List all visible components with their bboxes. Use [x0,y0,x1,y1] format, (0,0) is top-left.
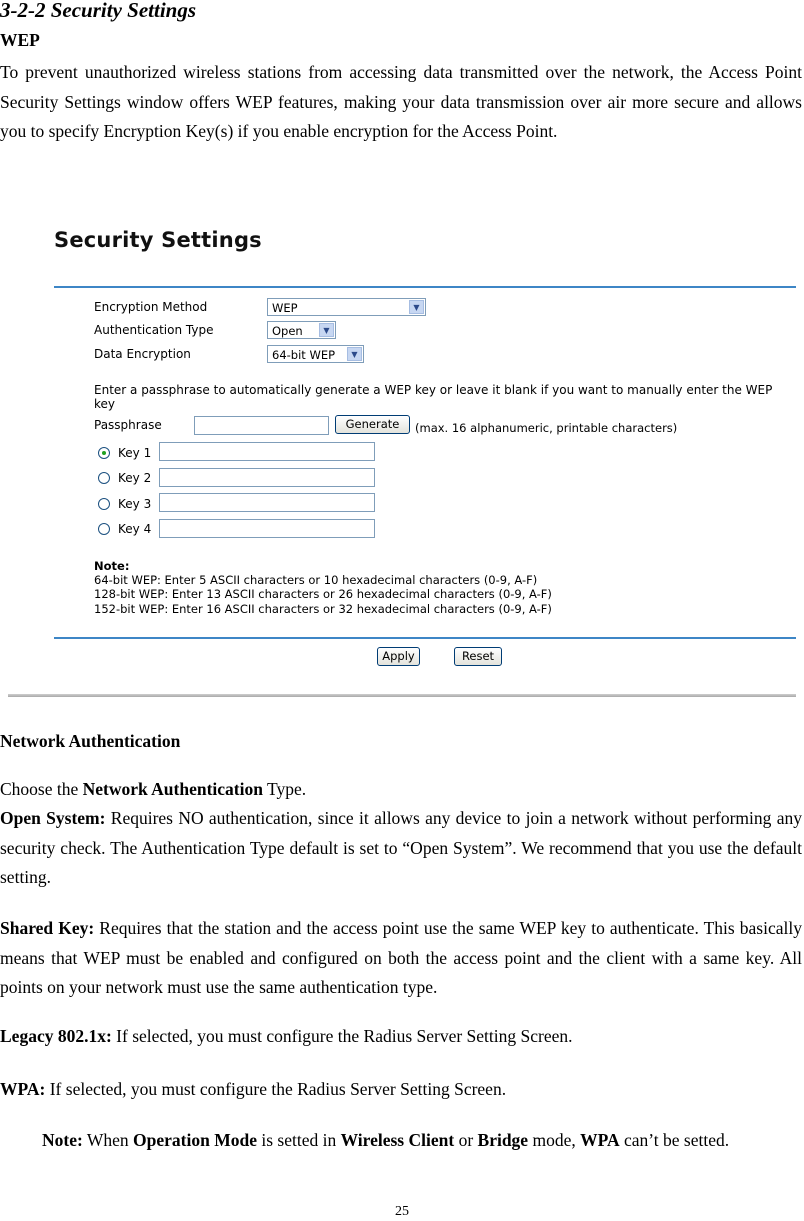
panel-title: Security Settings [54,228,262,252]
figure-divider [8,694,796,697]
shared-key-text: Requires that the station and the access point use the same WEP key to authenticate. This basically means that WEP must be enabled and configured on both the access point and the client with a same key. All points on your network must use the same authentication type. [0,918,802,997]
key3-radio[interactable] [98,498,110,510]
note-bold-3: Bridge [477,1130,529,1150]
choose-paragraph [0,775,802,805]
encryption-method-value: WEP [272,301,298,315]
encryption-method-select[interactable] [267,298,426,316]
key2-label: Key 2 [118,471,152,485]
auth-type-select[interactable] [267,321,336,339]
note-line-64: 64-bit WEP: Enter 5 ASCII characters or 10 hexadecimal characters (0-9, A-F) [94,573,538,587]
key2-input[interactable] [159,468,375,487]
apply-button[interactable]: Apply [377,647,420,666]
legacy-term: Legacy 802.1x: [0,1026,112,1046]
shared-key-paragraph [0,914,802,1003]
key1-radio[interactable] [98,447,110,459]
network-auth-heading: Network Authentication [0,731,181,751]
note-bold-4: WPA [580,1130,620,1150]
note-line-128: 128-bit WEP: Enter 13 ASCII characters or 26 hexadecimal characters (0-9, A-F) [94,587,552,601]
auth-type-value: Open [272,324,303,338]
passphrase-hint: Enter a passphrase to automatically generate a WEP key or leave it blank if you want to manually enter the WEP key [94,383,773,411]
wpa-paragraph [0,1075,802,1105]
key1-label: Key 1 [118,446,152,460]
note-text-1: When [82,1130,134,1150]
passphrase-note: (max. 16 alphanumeric, printable characters) [415,421,678,435]
chevron-down-icon: ▼ [319,323,334,337]
data-encryption-value: 64-bit WEP [272,348,336,362]
note-text-3: or [454,1130,478,1150]
note-text-2: is setted in [256,1130,341,1150]
legacy-paragraph [0,1022,802,1052]
top-divider [54,286,796,288]
key1-input[interactable] [159,442,375,461]
wpa-term: WPA: [0,1079,46,1099]
choose-prefix: Choose the [0,779,83,799]
open-system-term: Open System: [0,808,106,828]
open-system-paragraph [0,804,802,893]
data-encryption-label: Data Encryption [94,347,191,361]
intro-paragraph: To prevent unauthorized wireless stations from accessing data transmitted over the network, the Access Point Security Settings window offers WEP features, making your data transmission over air more secure and allows you to specify Encryption Key(s) if you enable encryption for the Access Point. [0,62,802,141]
sub-title-wep: WEP [0,30,40,50]
chevron-down-icon: ▼ [347,347,362,361]
key2-radio[interactable] [98,472,110,484]
key3-input[interactable] [159,493,375,512]
legacy-text: If selected, you must configure the Radius Server Setting Screen. [111,1026,573,1046]
passphrase-label: Passphrase [94,418,162,432]
note-bold-1: Operation Mode [133,1130,257,1150]
note-title: Note: [94,559,130,573]
open-system-text: Requires NO authentication, since it allows any device to join a network without performing any security check. The Authentication Type default is set to “Open System”. We recommend that you use the default setting. [0,808,802,887]
key3-label: Key 3 [118,497,152,511]
note-text-5: can’t be setted. [619,1130,730,1150]
data-encryption-select[interactable] [267,345,364,363]
note-term: Note: [42,1130,83,1150]
choose-bold: Network Authentication [82,779,263,799]
key4-radio[interactable] [98,523,110,535]
wpa-text: If selected, you must configure the Radius Server Setting Screen. [45,1079,507,1099]
encryption-method-label: Encryption Method [94,300,208,314]
key4-label: Key 4 [118,522,152,536]
auth-type-label: Authentication Type [94,323,214,337]
note-paragraph [0,1126,802,1156]
note-text-4: mode, [528,1130,581,1150]
key4-input[interactable] [159,519,375,538]
choose-suffix: Type. [262,779,307,799]
chevron-down-icon: ▼ [409,300,424,314]
note-line-152: 152-bit WEP: Enter 16 ASCII characters or 32 hexadecimal characters (0-9, A-F) [94,602,552,616]
page-number: 25 [395,1204,409,1219]
reset-button[interactable]: Reset [454,647,502,666]
passphrase-input[interactable] [194,416,329,435]
generate-button[interactable]: Generate [335,415,410,434]
section-title: 3-2-2 Security Settings [0,0,197,22]
bottom-divider [54,637,796,639]
note-bold-2: Wireless Client [340,1130,455,1150]
shared-key-term: Shared Key: [0,918,95,938]
